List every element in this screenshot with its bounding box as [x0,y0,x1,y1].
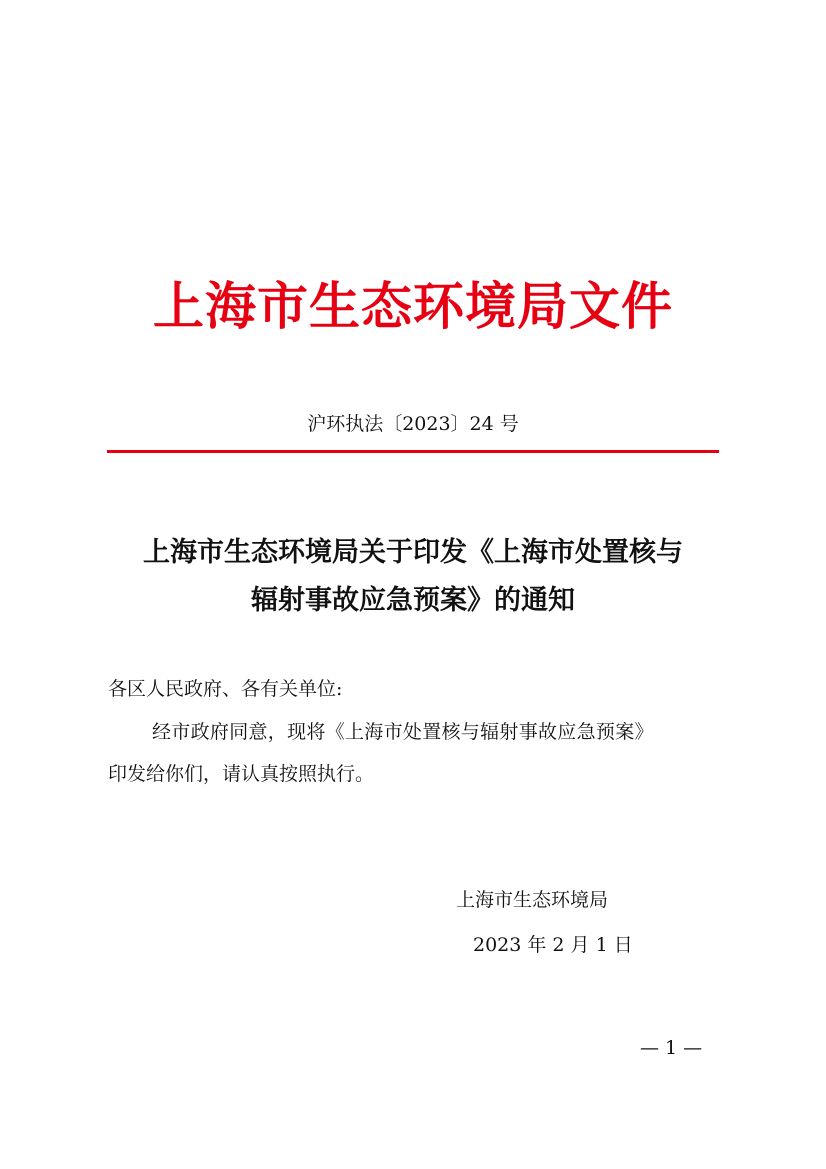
notice-title [0,529,826,625]
signing-authority: 上海市生态环境局 [456,889,609,911]
page-number: — 1 — [640,1037,703,1059]
issue-date: 2023 年 2 月 1 日 [473,934,633,956]
addressee: 各区人民政府、各有关单位: [108,678,343,700]
body-text-line-1: 经市政府同意，现将《上海市处置核与辐射事故应急预案》 [152,721,654,743]
notice-title-line-2: 辐射事故应急预案》的通知 [251,585,575,616]
document-number: 沪环执法〔2023〕24 号 [307,413,519,435]
body-text-line-2: 印发给你们，请认真按照执行。 [108,763,375,785]
notice-title-line-1: 上海市生态环境局关于印发《上海市处置核与 [143,537,683,568]
header-divider [107,450,719,453]
document-header-title: 上海市生态环境局文件 [152,278,673,337]
